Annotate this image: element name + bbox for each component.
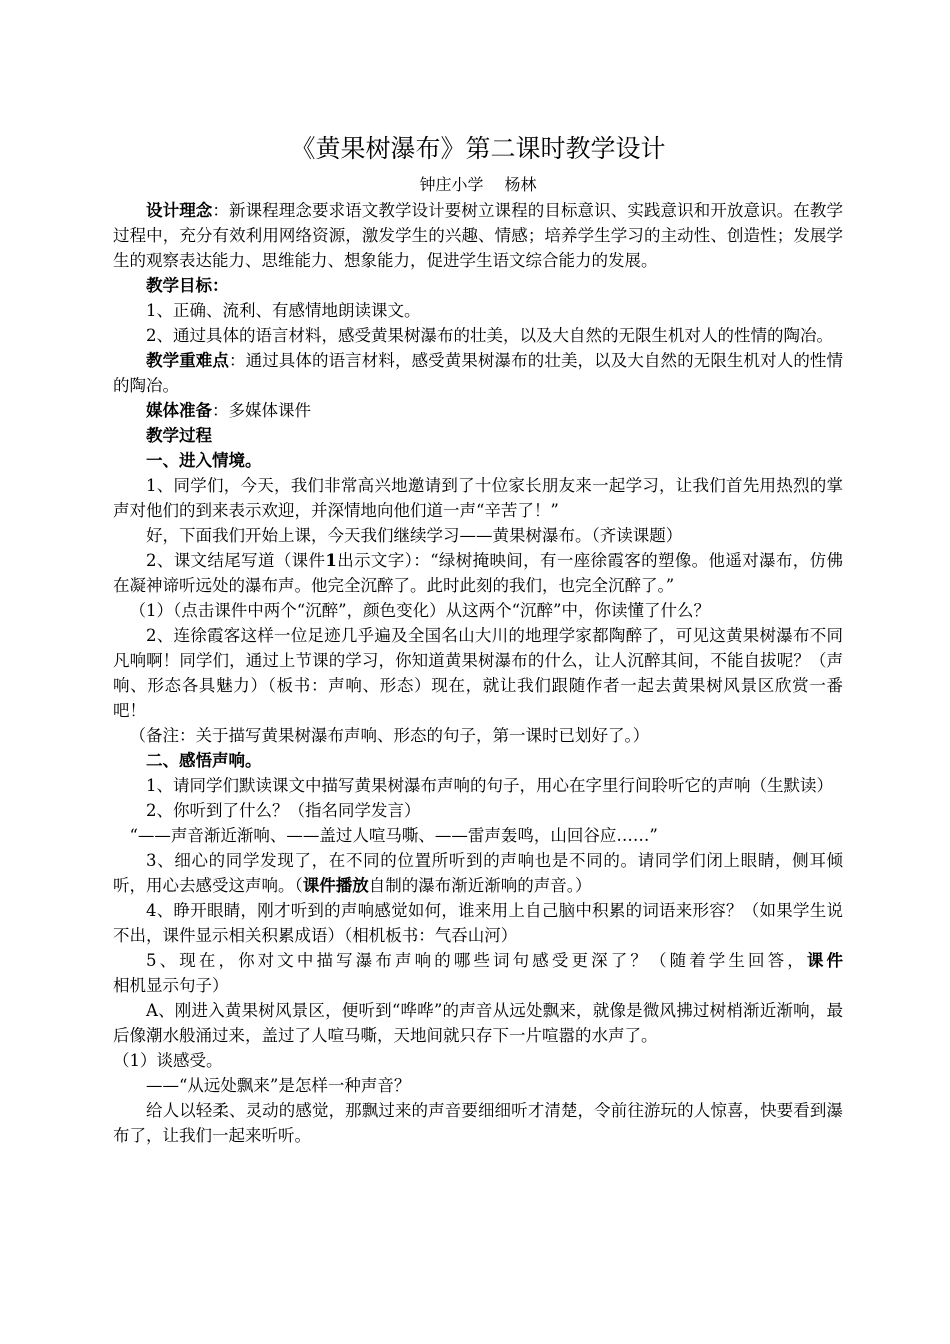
design-concept-paragraph <box>113 198 843 273</box>
section-2-heading: 二、感悟声响。 <box>146 751 262 770</box>
document-page <box>113 130 843 1148</box>
s2p4-text-a: 3、细心的同学发现了，在不同的位置所听到的声响也是不同的。请同学们闭上眼睛，侧耳倾听，用心去感受这声响。（ <box>113 851 843 895</box>
section-1-paragraph-1: 1、同学们，今天，我们非常高兴地邀请到了十位家长朋友来一起学习，让我们首先用热烈的掌声对他们的到来表示欢迎，并深情地向他们道一声“辛苦了！” <box>113 476 843 520</box>
goal-item-2: 2、通过具体的语言材料，感受黄果树瀑布的壮美，以及大自然的无限生机对人的性情的陶冶。 <box>146 326 833 345</box>
document-title: 《黄果树瀑布》第二课时教学设计 <box>290 134 666 163</box>
media-label: 媒体准备 <box>146 401 212 420</box>
section-1-note: （备注：关于描写黄果树瀑布声响、形态的句子，第一课时已划好了。） <box>129 726 650 745</box>
section-2-paragraph-2: 2、你听到了什么？（指名同学发言） <box>146 801 421 820</box>
section-2-paragraph-4: 4、睁开眼睛，刚才听到的声响感觉如何，谁来用上自己脑中积累的词语来形容？（如果学生说不出，课件显示相关积累成语）（相机板书：气吞山河） <box>113 901 843 945</box>
section-1-paragraph-4: （1）（点击课件中两个“沉醉”，颜色变化）从这两个“沉醉”中，你读懂了什么？ <box>129 601 710 620</box>
s2p4-text-c: 自制的瀑布渐近渐响的声音。） <box>368 876 592 895</box>
goal-item-1: 1、正确、流利、有感情地朗读课文。 <box>146 301 421 320</box>
section-2-question: ——“从远处飘来”是怎样一种声音？ <box>146 1076 411 1095</box>
key-points-text: ：通过具体的语言材料，感受黄果树瀑布的壮美，以及大自然的无限生机对人的性情的陶冶。 <box>113 351 844 395</box>
design-concept-label: 设计理念 <box>146 201 213 220</box>
section-2-paragraph-5 <box>113 948 843 998</box>
section-2-quote: “——声音渐近渐响、——盖过人喧马嘶、——雷声轰鸣，山回谷应……” <box>129 826 658 845</box>
s1p3-text-a: 2、课文结尾写道（课件 <box>146 551 326 570</box>
s2p6-text-c: 相机显示句子） <box>113 976 229 995</box>
section-2-answer: 给人以轻柔、灵动的感觉，那飘过来的声音要细细听才清楚，令前往游玩的人惊喜，快要看到瀑布了，让我们一起来听听。 <box>113 1101 843 1145</box>
s2p6-bold: 课件 <box>806 951 844 970</box>
key-points-label: 教学重难点 <box>146 351 229 370</box>
section-1-paragraph-5: 2、连徐霞客这样一位足迹几乎遍及全国名山大川的地理学家都陶醉了，可见这黄果树瀑布不同凡响啊！同学们，通过上节课的学习，你知道黄果树瀑布的什么，让人沉醉其间，不能自拔呢？（声响、形态各具魅力）（板书：声响、形态）现在，就让我们跟随作者一起去黄果树风景区欣赏一番吧！ <box>113 626 843 720</box>
section-2-paragraph-3 <box>113 848 843 898</box>
media-text: ：多媒体课件 <box>212 401 311 420</box>
key-points-paragraph <box>113 348 843 398</box>
section-2-paragraph-a: A、刚进入黄果树风景区，便听到“哗哗”的声音从远处飘来，就像是微风拂过树梢渐近渐响，最后像潮水般涌过来，盖过了人喧马嘶，天地间就只存下一片喧嚣的水声了。 <box>113 1001 843 1045</box>
s2p6-text-a: 5、现在，你对文中描写瀑布声响的哪些词句感受更深了？（随着学生回答， <box>146 951 807 970</box>
section-2-talk-feeling: （1）谈感受。 <box>113 1051 223 1070</box>
goals-heading: 教学目标： <box>146 276 229 295</box>
design-concept-text: ：新课程理念要求语文教学设计要树立课程的目标意识、实践意识和开放意识。在教学过程中，充分有效利用网络资源，激发学生的兴趣、情感；培养学生学习的主动性、创造性；发展学生的观察表达能力、思维能力、想象能力，促进学生语文综合能力的发展。 <box>113 201 844 270</box>
media-paragraph <box>113 398 843 423</box>
section-2-paragraph-1: 1、请同学们默读课文中描写黄果树瀑布声响的句子，用心在字里行间聆听它的声响（生默读） <box>146 776 833 795</box>
process-heading: 教学过程 <box>146 426 212 445</box>
section-1-paragraph-3 <box>113 548 843 598</box>
s1p3-text-c: 出示文字）：“绿树掩映间，有一座徐霞客的塑像。他遥对瀑布，仿佛在凝神谛听远处的瀑布声。他完全沉醉了。此时此刻的我们，也完全沉醉了。” <box>113 551 844 595</box>
s2p4-bold: 课件播放 <box>302 876 369 895</box>
section-1-heading: 一、进入情境。 <box>146 451 262 470</box>
section-1-paragraph-2: 好，下面我们开始上课，今天我们继续学习——黄果树瀑布。（齐读课题） <box>146 526 683 545</box>
s1p3-number: 1 <box>325 551 337 570</box>
author-line: 钟庄小学 杨林 <box>419 175 537 194</box>
